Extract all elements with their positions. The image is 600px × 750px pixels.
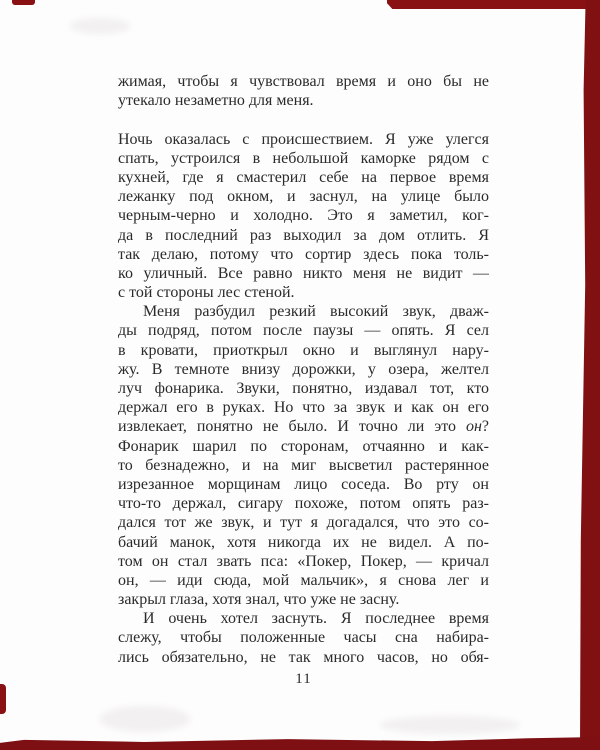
book-cover-edge-right — [580, 0, 600, 750]
text-line: то безнадежно, и на миг высветил растерянное — [118, 456, 489, 474]
book-cover-edge-left — [0, 684, 6, 714]
scan-smudge — [380, 716, 520, 734]
text-line: в кровати, приоткрыл окно и выглянул нару- — [118, 341, 489, 359]
text-line: жимая, чтобы я чувствовал время и оно бы не — [118, 73, 489, 90]
text-line: спать, устроился в небольшой каморке рядом с — [118, 149, 489, 167]
text-line: с той стороны лес стеной. — [118, 284, 295, 302]
text-line: да в последний раз выходил за дом отлить. Я — [118, 226, 489, 244]
book-cover-edge-top-left — [12, 0, 35, 5]
text-line: он, — иди сюда, мой мальчик», я снова лег и — [118, 571, 489, 589]
text-line: том он стал звать пса: «Покер, Покер, — кричал — [118, 552, 489, 570]
page-text — [118, 72, 489, 667]
scan-smudge — [70, 18, 130, 34]
page-number: 11 — [295, 671, 312, 687]
text-line: дался тот же звук, и тут я догадался, что это со- — [118, 514, 489, 532]
scan-smudge — [100, 706, 190, 732]
text-line: Фонарик шарил по сторонам, отчаянно и как- — [118, 437, 489, 455]
text-line: что-то держал, сигару похоже, потом опять раз- — [118, 495, 489, 513]
text-line: ды подряд, потом после паузы — опять. Я сел — [118, 322, 489, 340]
text-line: бачий манок, хотя никогда их не видел. А по- — [118, 533, 489, 551]
text-line: держал его в руках. Но что за звук и как он его — [118, 399, 489, 417]
book-cover-edge-bottom — [0, 737, 600, 750]
text-line: лись обязательно, не так много часов, но обя- — [118, 648, 489, 666]
text-line: черным-черно и холодно. Это я заметил, ког- — [118, 207, 489, 225]
paragraph — [118, 302, 489, 609]
text-line: Меня разбудил резкий высокий звук, дваж- — [143, 303, 489, 321]
text-line: Ночь оказалась с происшествием. Я уже улегся — [118, 130, 489, 148]
text-line: луч фонарика. Звуки, понятно, издавал тот, кто — [118, 380, 489, 397]
text-line: так делаю, потому что сортир здесь пока толь- — [118, 245, 489, 263]
text-line: И очень хотел заснуть. Я последнее время — [143, 610, 489, 628]
paragraph — [118, 130, 489, 303]
text-line: слежу, чтобы положенные часы сна набира- — [118, 629, 489, 647]
text-line: ко уличный. Все равно никто меня не видит — — [118, 264, 489, 282]
text-line: жу. В темноте внизу дорожки, у озера, желтел — [118, 360, 489, 378]
paragraph — [118, 72, 489, 110]
book-cover-edge-top-right — [387, 0, 600, 9]
text-line: извлекает, понятно не было. И точно ли это он? — [118, 418, 489, 436]
text-line: кухней, где я смастерил себе на первое время — [118, 168, 489, 186]
text-line: изрезанное морщинам лицо соседа. Во рту он — [118, 475, 489, 493]
text-line: закрыл глаза, хотя знал, что уже не засну. — [118, 591, 400, 609]
paragraph — [118, 609, 489, 667]
text-line: утекало незаметно для меня. — [118, 92, 314, 110]
text-line: лежанку под окном, и заснул, на улице было — [118, 188, 489, 206]
